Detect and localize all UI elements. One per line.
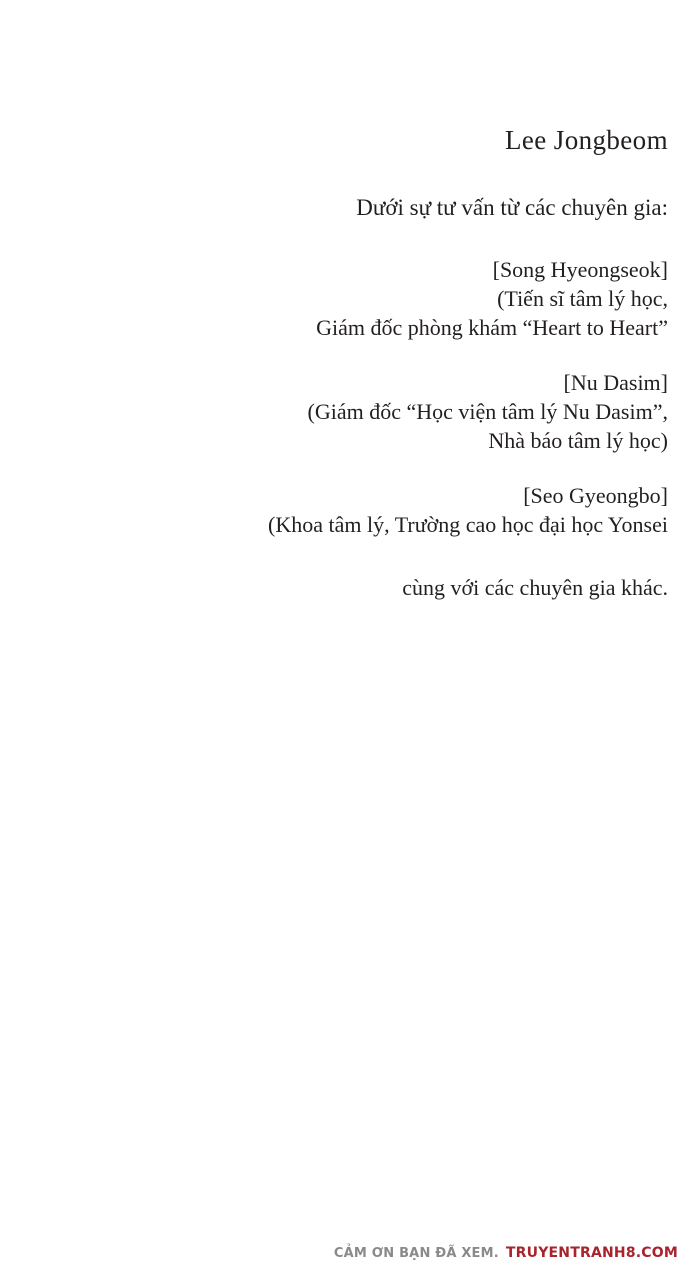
advisor-line: [Song Hyeongseok] (492, 256, 668, 282)
advisor-line: Giám đốc phòng khám “Heart to Heart” (316, 314, 668, 340)
author-name: Lee Jongbeom (504, 125, 668, 155)
advisor-line: (Giám đốc “Học viện tâm lý Nu Dasim”, (307, 398, 668, 424)
advisor-line: Nhà báo tâm lý học) (488, 427, 668, 453)
footer-site-link[interactable]: TRUYENTRANH8.COM (505, 1245, 678, 1261)
advisors-intro: Dưới sự tư vấn từ các chuyên gia: (356, 195, 668, 221)
advisor-entry (0, 481, 668, 539)
advisor-entry (0, 368, 668, 455)
footer-thanks-text: CẢM ƠN BẠN ĐÃ XEM. (333, 1246, 499, 1261)
advisor-line: [Nu Dasim] (563, 369, 668, 395)
advisor-line: (Tiến sĩ tâm lý học, (497, 285, 668, 311)
advisor-line: (Khoa tâm lý, Trường cao học đại học Yonsei (268, 511, 668, 537)
closing-line: cùng với các chuyên gia khác. (402, 574, 668, 600)
credits-block (0, 122, 700, 603)
advisor-line: [Seo Gyeongbo] (523, 482, 668, 508)
footer-watermark (0, 1244, 700, 1262)
advisor-entry (0, 255, 668, 342)
